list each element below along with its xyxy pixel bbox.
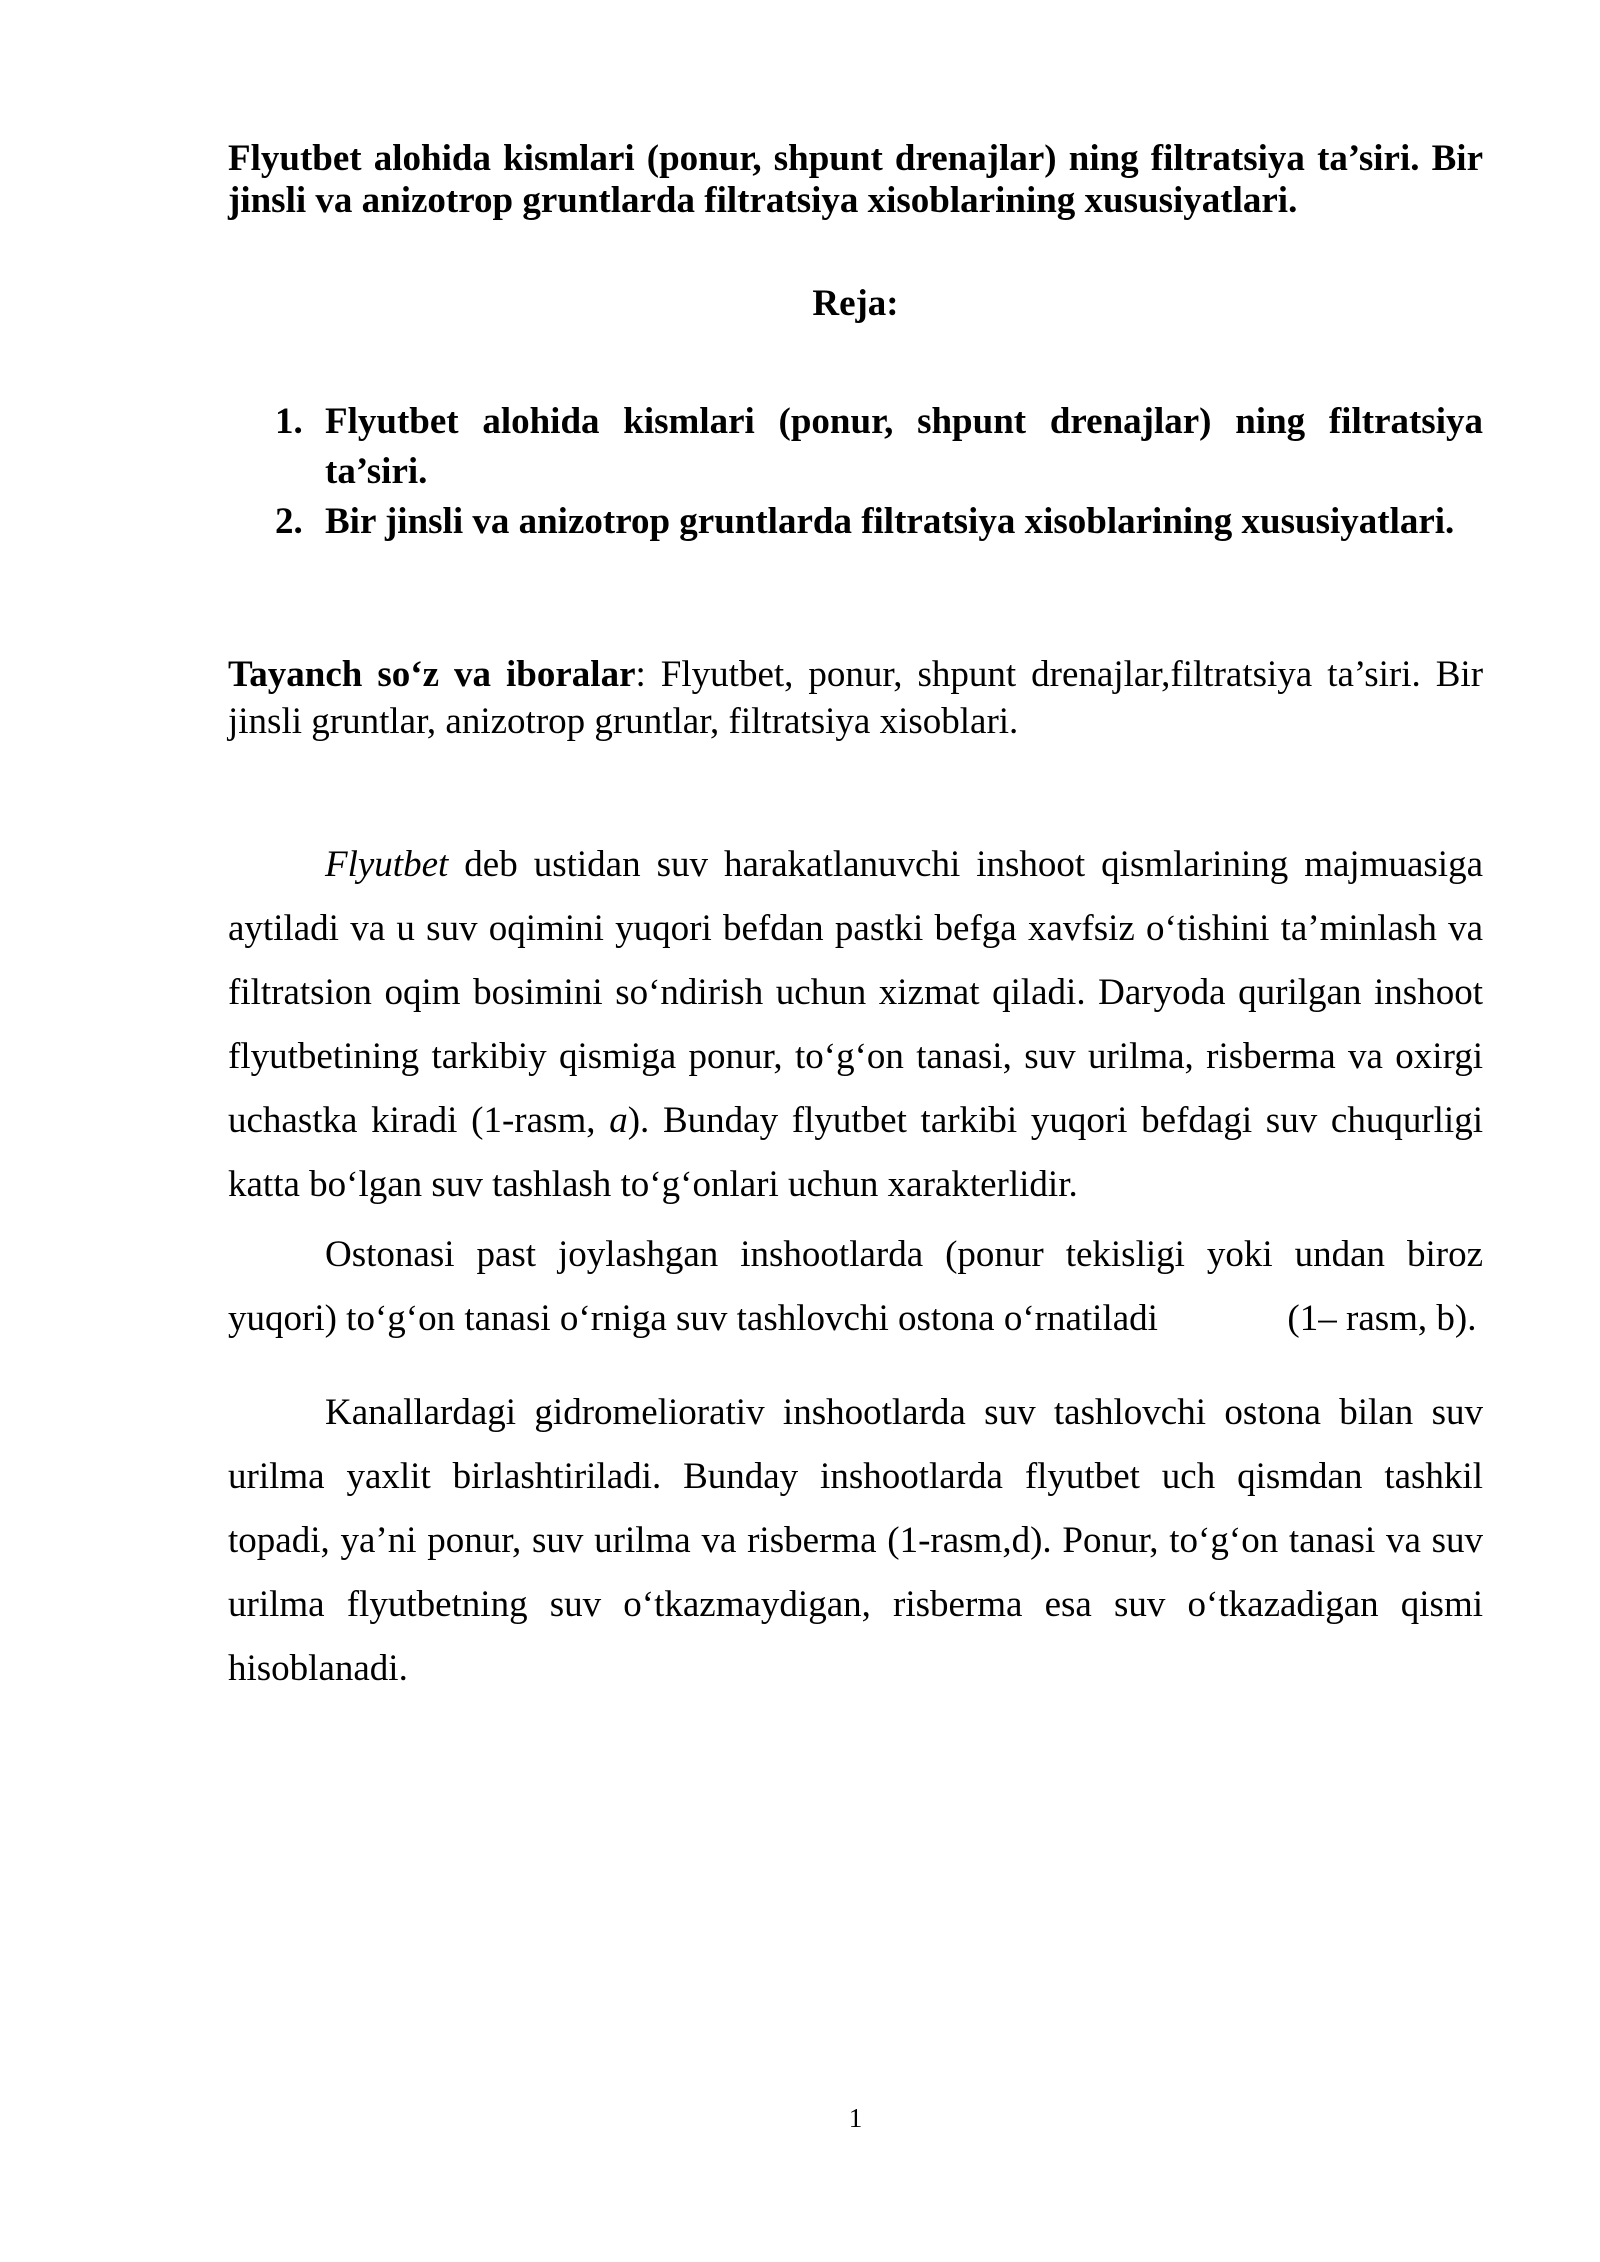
plan-list <box>228 397 1483 547</box>
list-item-text: Bir jinsli va anizotrop gruntlarda filtratsiya xisoblarining xususiyatlari. <box>325 501 1455 542</box>
document-title: Flyutbet alohida kismlari (ponur, shpunt drenajlar) ning filtratsiya ta’siri. Bir jinsli va anizotrop gruntlarda filtratsiya xisoblarining xususiyatlari. <box>228 138 1483 221</box>
body-paragraph-3: Kanallardagi gidromeliorativ inshootlarda suv tashlovchi ostona bilan suv urilma yaxlit birlashtiriladi. Bunday inshootlarda flyutbet uch qismdan tashkil topadi, ya’ni ponur, suv urilma va risberma (1-rasm,d). Ponur, to‘g‘on tanasi va suv urilma flyutbetning suv o‘tkazmaydigan, risberma esa suv o‘tkazadigan qismi hisoblanadi. <box>228 1392 1483 1689</box>
page-footer <box>228 2105 1483 2132</box>
keywords-paragraph <box>228 651 1483 745</box>
plan-heading: Reja: <box>812 283 899 324</box>
list-item-number: 2. <box>275 501 303 542</box>
keywords-label: Tayanch so‘z va iboralar <box>228 654 636 695</box>
plan-list-item <box>228 397 1483 497</box>
body-paragraph-2: Ostonasi past joylashgan inshootlarda (ponur tekisligi yoki undan biroz yuqori) to‘g‘on tanasi o‘rniga suv tashlovchi ostona o‘rnatiladi (1– rasm, b). <box>228 1234 1483 1339</box>
list-item-number: 1. <box>275 401 303 442</box>
list-item-text: Flyutbet alohida kismlari (ponur, shpunt drenajlar) ning filtratsiya ta’siri. <box>325 401 1483 492</box>
plan-list-item <box>228 497 1483 547</box>
page-number: 1 <box>848 2103 863 2133</box>
page-content <box>228 138 1483 1701</box>
keywords-text: : Flyutbet, ponur, shpunt drenajlar,filtratsiya ta’siri. Bir jinsli gruntlar, anizotrop gruntlar, filtratsiya xisoblari. <box>228 654 1484 742</box>
body-paragraph-1: Flyutbet deb ustidan suv harakatlanuvchi inshoot qismlarining majmuasiga aytiladi va u suv oqimini yuqori befdan pastki befga xavfsiz o‘tishini ta’minlash va filtratsion oqim bosimini so‘ndirish uchun xizmat qiladi. Daryoda qurilgan inshoot flyutbetining tarkibiy qismiga ponur, to‘g‘on tanasi, suv urilma, risberma va oxirgi uchastka kiradi (1-rasm, a). Bunday flyutbet tarkibi yuqori befdagi suv chuqurligi katta bo‘lgan suv tashlash to‘g‘onlari uchun xarakterlidir. <box>228 844 1483 1205</box>
